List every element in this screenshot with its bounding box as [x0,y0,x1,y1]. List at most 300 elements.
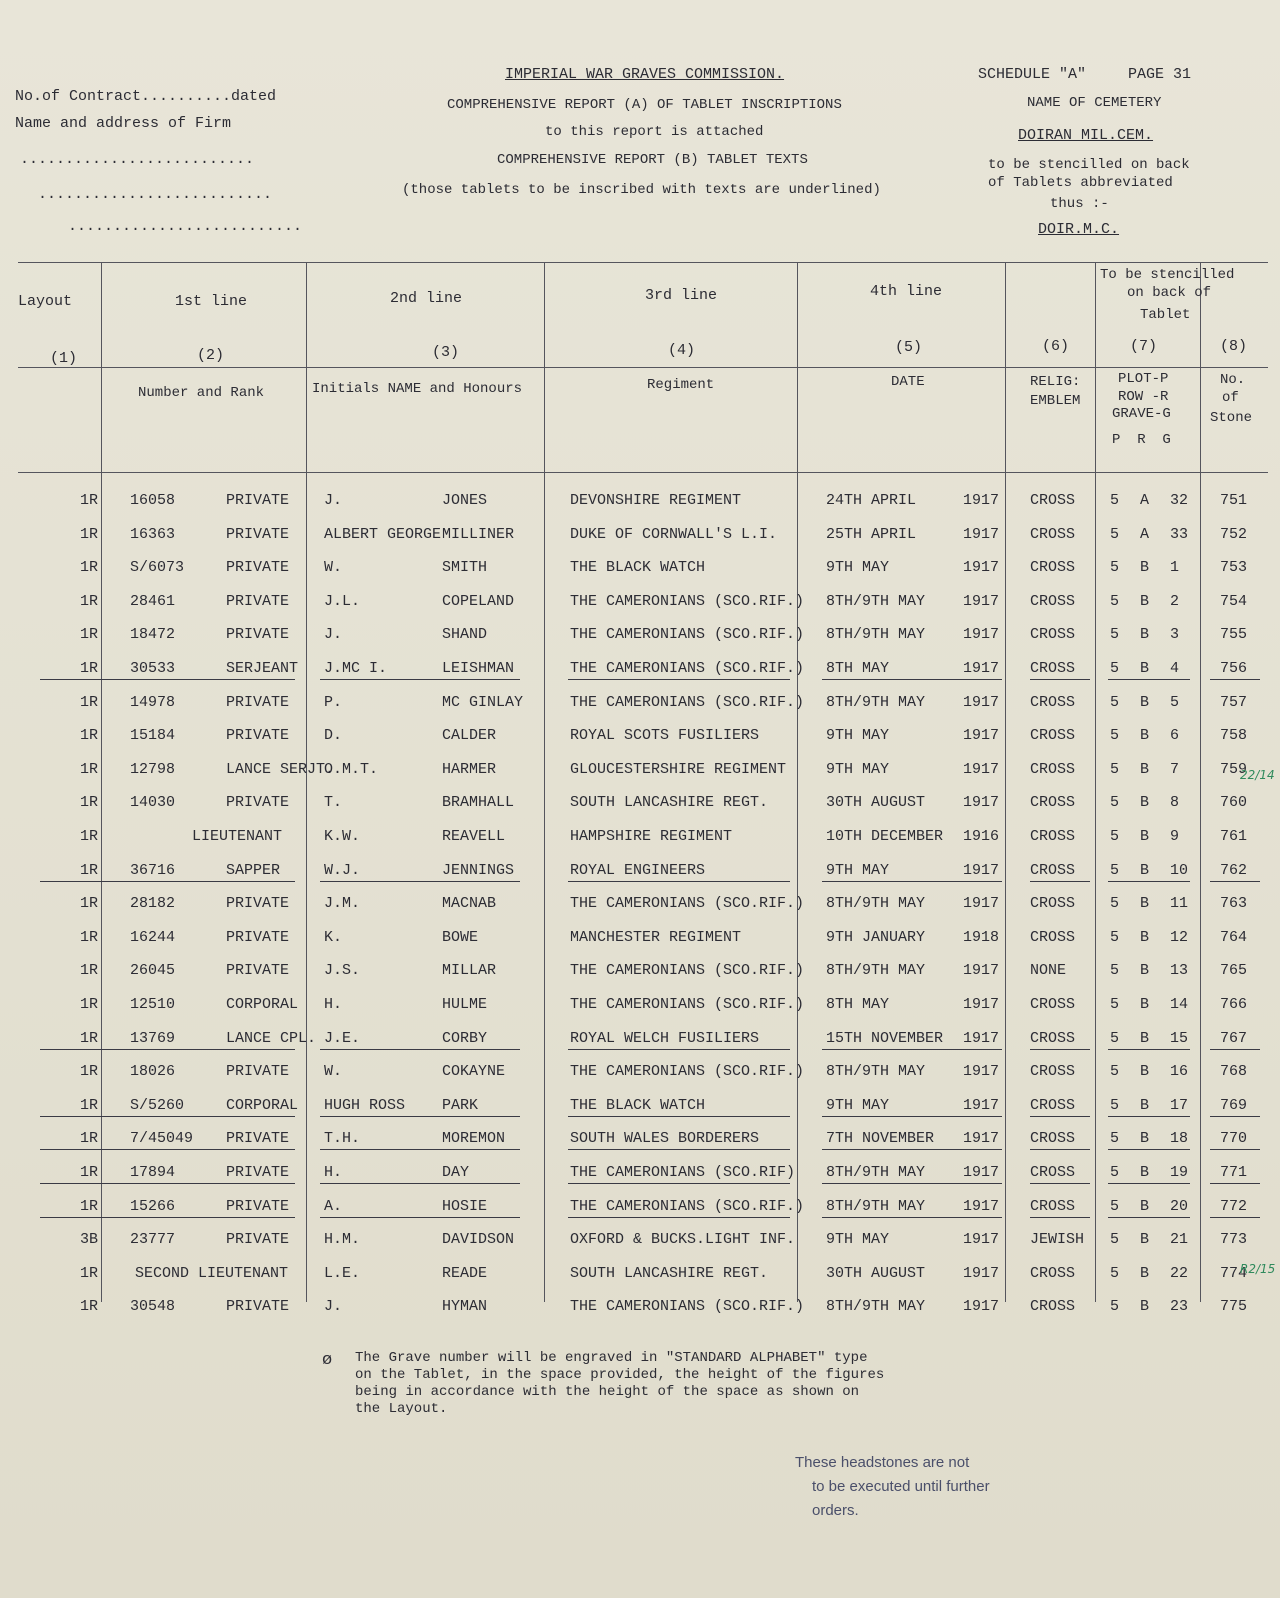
sub-header-of: of [1222,390,1239,406]
cell-rank: PRIVATE [226,1063,290,1080]
text-underline [1210,1183,1260,1184]
cell-rank: PRIVATE [226,626,290,643]
cell-grave: 33 [1170,526,1189,543]
footnote-line-3: being in accordance with the height of the space as shown on [355,1384,860,1400]
cell-row: B [1140,862,1150,879]
cell-name: LEISHMAN [442,660,515,677]
text-underline [568,1116,790,1117]
cell-layout: 1R [80,727,99,744]
cell-grave: 18 [1170,1130,1189,1147]
cell-initials: W. [324,559,343,576]
cell-stone: 752 [1220,526,1248,543]
commission-title: IMPERIAL WAR GRAVES COMMISSION. [505,66,785,83]
cell-row: B [1140,895,1150,912]
cell-row: B [1140,626,1150,643]
sub-header-initials-name: Initials NAME and Honours [312,381,523,397]
page-number: PAGE 31 [1128,66,1192,83]
cell-grave: 32 [1170,492,1189,509]
cell-rank: PRIVATE [226,929,290,946]
cell-regiment: THE CAMERONIANS (SCO.RIF.) [570,593,805,610]
cell-emblem: CROSS [1030,1063,1076,1080]
cell-rank: PRIVATE [226,492,290,509]
cell-name: COPELAND [442,593,515,610]
cell-stone: 771 [1220,1164,1248,1181]
cell-regiment: SOUTH LANCASHIRE REGT. [570,1265,769,1282]
cell-emblem: CROSS [1030,895,1076,912]
cell-stone: 761 [1220,828,1248,845]
cell-grave: 16 [1170,1063,1189,1080]
cell-year: 1917 [963,962,1000,979]
text-underline [568,1049,790,1050]
report-a-title: COMPREHENSIVE REPORT (A) OF TABLET INSCRIPTIONS [447,97,842,113]
cell-number: 12510 [130,996,176,1013]
cell-date: 8TH MAY [826,660,890,677]
text-underline [1030,1183,1090,1184]
cell-initials: H. [324,996,343,1013]
cell-grave: 17 [1170,1097,1189,1114]
sub-header-stone: Stone [1210,410,1253,426]
text-underline [822,679,1002,680]
cell-stone: 772 [1220,1198,1248,1215]
text-underline [40,1116,295,1117]
text-underline [1108,1049,1190,1050]
cell-regiment: THE BLACK WATCH [570,559,706,576]
cell-stone: 759 [1220,761,1248,778]
cell-row: B [1140,794,1150,811]
cell-name: MILLAR [442,962,497,979]
cell-regiment: THE CAMERONIANS (SCO.RIF.) [570,1063,805,1080]
cell-row: B [1140,1130,1150,1147]
text-underline [40,881,295,882]
cell-plot: 5 [1110,1097,1120,1114]
cell-emblem: CROSS [1030,862,1076,879]
col-number-6: (6) [1042,338,1070,355]
cell-date: 9TH MAY [826,1097,890,1114]
cell-year: 1917 [963,1097,1000,1114]
cell-initials: W. [324,1063,343,1080]
cell-regiment: HAMPSHIRE REGIMENT [570,828,733,845]
footnote-line-4: the Layout. [355,1401,448,1417]
cell-regiment: GLOUCESTERSHIRE REGIMENT [570,761,787,778]
cell-year: 1917 [963,794,1000,811]
text-underline [1030,679,1090,680]
cell-layout: 1R [80,1164,99,1181]
cell-layout: 1R [80,962,99,979]
cell-name: CORBY [442,1030,488,1047]
cell-stone: 764 [1220,929,1248,946]
cell-stone: 766 [1220,996,1248,1013]
cell-stone: 774 [1220,1265,1248,1282]
cell-layout: 1R [80,1198,99,1215]
col-number-5: (5) [895,339,923,356]
text-underline [1210,1217,1260,1218]
cell-initials: J.L. [324,593,361,610]
cell-name: READE [442,1265,488,1282]
cell-regiment: DEVONSHIRE REGIMENT [570,492,742,509]
col-number-8: (8) [1220,338,1248,355]
cell-stone: 767 [1220,1030,1248,1047]
col-number-4: (4) [668,342,696,359]
text-underline [40,1217,295,1218]
cell-emblem: CROSS [1030,727,1076,744]
cell-name: HULME [442,996,488,1013]
cell-rank: SERJEANT [226,660,299,677]
cell-initials: J. [324,1298,343,1315]
cell-stone: 760 [1220,794,1248,811]
cell-emblem: CROSS [1030,1164,1076,1181]
cell-date: 9TH MAY [826,1231,890,1248]
cell-year: 1917 [963,862,1000,879]
table-body-rule [18,472,1268,473]
cell-rank: PRIVATE [226,1231,290,1248]
cell-year: 1917 [963,1130,1000,1147]
text-underline [1108,1217,1190,1218]
attached-note: to this report is attached [545,124,764,140]
cell-layout: 1R [80,895,99,912]
cell-number: 16244 [130,929,176,946]
cell-initials: HUGH ROSS [324,1097,406,1114]
col-divider-6 [1095,262,1096,1302]
cell-rank: PRIVATE [226,1298,290,1315]
cell-grave: 21 [1170,1231,1189,1248]
cell-year: 1917 [963,626,1000,643]
firm-label: Name and address of Firm [15,115,232,132]
cell-name: CALDER [442,727,497,744]
cell-layout: 1R [80,1097,99,1114]
cell-plot: 5 [1110,1130,1120,1147]
annotation-775: R2/15 [1240,1262,1276,1276]
cell-layout: 1R [80,492,99,509]
report-b-title: COMPREHENSIVE REPORT (B) TABLET TEXTS [497,152,808,168]
footnote-line-2: on the Tablet, in the space provided, the height of the figures [355,1367,885,1383]
cell-row: B [1140,660,1150,677]
cell-row: B [1140,694,1150,711]
col-header-stencil-3: Tablet [1140,307,1191,323]
cell-name: BRAMHALL [442,794,515,811]
cell-grave: 15 [1170,1030,1189,1047]
cell-layout: 1R [80,996,99,1013]
text-underline [1210,881,1260,882]
cell-date: 8TH MAY [826,996,890,1013]
cell-stone: 751 [1220,492,1248,509]
cell-rank: PRIVATE [226,526,290,543]
cell-year: 1917 [963,492,1000,509]
text-underline [1210,1149,1260,1150]
stamp-line-3: orders. [812,1502,859,1519]
cell-name: MACNAB [442,895,497,912]
cell-row: B [1140,929,1150,946]
text-underline [1108,881,1190,882]
cell-plot: 5 [1110,929,1120,946]
cemetery-label: NAME OF CEMETERY [1027,95,1162,111]
cell-rank: PRIVATE [226,962,290,979]
cell-emblem: CROSS [1030,626,1076,643]
cell-emblem: CROSS [1030,794,1076,811]
cell-row: B [1140,593,1150,610]
cell-emblem: CROSS [1030,1097,1076,1114]
text-underline [320,1049,520,1050]
cell-regiment: THE BLACK WATCH [570,1097,706,1114]
cell-stone: 769 [1220,1097,1248,1114]
cell-layout: 1R [80,660,99,677]
cell-initials: T. [324,794,343,811]
stencil-note-2: of Tablets abbreviated [988,175,1173,191]
cell-year: 1917 [963,593,1000,610]
cell-initials: H.M. [324,1231,361,1248]
col-divider-4 [797,262,798,1302]
cell-name: JENNINGS [442,862,515,879]
sub-header-prg: P R G [1112,432,1171,448]
cell-plot: 5 [1110,1030,1120,1047]
cell-grave: 6 [1170,727,1180,744]
cell-year: 1917 [963,1030,1000,1047]
cell-layout: 1R [80,526,99,543]
cell-rank: PRIVATE [226,727,290,744]
cell-date: 8TH/9TH MAY [826,694,926,711]
cell-name: COKAYNE [442,1063,506,1080]
cell-year: 1917 [963,1265,1000,1282]
cell-number: 16058 [130,492,176,509]
cell-rank: SAPPER [226,862,281,879]
cell-initials: J.E. [324,1030,361,1047]
text-underline [1030,881,1090,882]
schedule-label: SCHEDULE "A" [978,66,1087,83]
cell-rank: PRIVATE [226,1164,290,1181]
cell-plot: 5 [1110,895,1120,912]
cell-grave: 11 [1170,895,1189,912]
cell-row: B [1140,1265,1150,1282]
cell-layout: 1R [80,593,99,610]
cell-initials: J.MC I. [324,660,388,677]
text-underline [1030,1217,1090,1218]
cell-year: 1917 [963,526,1000,543]
cell-stone: 768 [1220,1063,1248,1080]
cell-year: 1917 [963,727,1000,744]
cell-name: BOWE [442,929,479,946]
cell-grave: 14 [1170,996,1189,1013]
text-underline [568,1217,790,1218]
cell-plot: 5 [1110,761,1120,778]
cell-regiment: THE CAMERONIANS (SCO.RIF.) [570,660,805,677]
text-underline [320,1217,520,1218]
cell-emblem: CROSS [1030,1030,1076,1047]
cell-regiment: ROYAL SCOTS FUSILIERS [570,727,760,744]
cell-plot: 5 [1110,559,1120,576]
cell-layout: 1R [80,1063,99,1080]
stencil-note-1: to be stencilled on back [988,157,1190,173]
cell-regiment: THE CAMERONIANS (SCO.RIF.) [570,895,805,912]
text-underline [568,881,790,882]
cell-grave: 22 [1170,1265,1189,1282]
cell-layout: 1R [80,1030,99,1047]
cell-row: B [1140,1198,1150,1215]
cell-plot: 5 [1110,492,1120,509]
cell-regiment: THE CAMERONIANS (SCO.RIF.) [570,962,805,979]
table-column-header-rule [18,367,1268,368]
text-underline [1210,679,1260,680]
cell-number: 30548 [130,1298,176,1315]
annotation-760: 22/14 [1240,768,1275,782]
cell-number: 28461 [130,593,176,610]
cell-initials: D. [324,727,343,744]
cell-name: HARMER [442,761,497,778]
col-number-7: (7) [1130,338,1158,355]
cell-number: 26045 [130,962,176,979]
cell-number: 23777 [130,1231,176,1248]
cell-grave: 2 [1170,593,1180,610]
cell-row: B [1140,727,1150,744]
cell-date: 8TH/9TH MAY [826,1063,926,1080]
col-number-3: (3) [432,344,460,361]
cell-plot: 5 [1110,1164,1120,1181]
cell-rank: PRIVATE [226,559,290,576]
text-underline [1108,1183,1190,1184]
text-underline [1030,1049,1090,1050]
cell-stone: 773 [1220,1231,1248,1248]
stencil-thus: thus :- [1050,196,1109,212]
cell-row: B [1140,1164,1150,1181]
text-underline [1030,1116,1090,1117]
cell-name: SHAND [442,626,488,643]
cell-layout: 1R [80,1265,99,1282]
cell-regiment: ROYAL WELCH FUSILIERS [570,1030,760,1047]
cell-regiment: THE CAMERONIANS (SCO.RIF.) [570,1298,805,1315]
footnote-line-1: The Grave number will be engraved in "STANDARD ALPHABET" type [355,1350,868,1366]
cell-stone: 753 [1220,559,1248,576]
cell-layout: 1R [80,626,99,643]
cell-initials: H. [324,1164,343,1181]
cell-initials: K. [324,929,343,946]
cell-row: B [1140,962,1150,979]
cell-date: 30TH AUGUST [826,1265,926,1282]
stamp-line-1: These headstones are not [795,1454,970,1471]
cell-row: B [1140,1298,1150,1315]
cell-stone: 755 [1220,626,1248,643]
cell-emblem: CROSS [1030,996,1076,1013]
col-header-first: 1st line [175,293,248,310]
cell-grave: 7 [1170,761,1180,778]
cell-emblem: CROSS [1030,929,1076,946]
cell-rank: PRIVATE [226,593,290,610]
sub-header-relig: RELIG: [1030,374,1081,390]
cell-year: 1917 [963,1164,1000,1181]
text-underline [1108,679,1190,680]
cemetery-name: DOIRAN MIL.CEM. [1018,127,1154,144]
cell-layout: 1R [80,929,99,946]
cell-number: 14978 [130,694,176,711]
cell-emblem: CROSS [1030,559,1076,576]
text-underline [40,679,295,680]
sub-header-date: DATE [891,374,925,390]
cell-regiment: MANCHESTER REGIMENT [570,929,742,946]
cell-initials: O.M.T. [324,761,379,778]
text-underline [320,1183,520,1184]
cell-year: 1917 [963,694,1000,711]
table-top-rule [18,262,1268,263]
cell-grave: 5 [1170,694,1180,711]
cell-year: 1917 [963,1198,1000,1215]
text-underline [1108,1149,1190,1150]
cell-emblem: CROSS [1030,1198,1076,1215]
contract-label: No.of Contract..........dated [15,88,277,105]
cell-emblem: CROSS [1030,828,1076,845]
cell-stone: 765 [1220,962,1248,979]
cell-stone: 754 [1220,593,1248,610]
cell-rank: PRIVATE [226,694,290,711]
cell-row: B [1140,1097,1150,1114]
cell-initials: T.H. [324,1130,361,1147]
stamp-line-2: to be executed until further [812,1478,990,1495]
footnote-symbol: ø [322,1351,333,1370]
cell-plot: 5 [1110,794,1120,811]
text-underline [822,1116,1002,1117]
cell-plot: 5 [1110,962,1120,979]
cell-name: DAY [442,1164,470,1181]
cell-regiment: THE CAMERONIANS (SCO.RIF.) [570,626,805,643]
cell-stone: 756 [1220,660,1248,677]
cell-plot: 5 [1110,593,1120,610]
cell-name: SMITH [442,559,488,576]
cell-year: 1917 [963,660,1000,677]
cell-plot: 5 [1110,996,1120,1013]
cell-year: 1917 [963,559,1000,576]
cell-date: 8TH/9TH MAY [826,1164,926,1181]
cell-layout: 1R [80,1298,99,1315]
firm-dots-3: .......................... [68,218,303,235]
cell-date: 15TH NOVEMBER [826,1030,944,1047]
cell-plot: 5 [1110,1298,1120,1315]
cell-regiment: OXFORD & BUCKS.LIGHT INF. [570,1231,796,1248]
cell-rank: CORPORAL [226,1097,299,1114]
cell-layout: 1R [80,794,99,811]
cell-plot: 5 [1110,1198,1120,1215]
cell-year: 1917 [963,895,1000,912]
cell-emblem: CROSS [1030,1265,1076,1282]
cell-rank: LANCE CPL. [226,1030,317,1047]
cell-regiment: ROYAL ENGINEERS [570,862,706,879]
cell-plot: 5 [1110,727,1120,744]
cell-stone: 757 [1220,694,1248,711]
cell-date: 8TH/9TH MAY [826,626,926,643]
col-header-fourth: 4th line [870,283,943,300]
cell-plot: 5 [1110,660,1120,677]
cell-grave: 4 [1170,660,1180,677]
col-header-third: 3rd line [645,287,718,304]
cell-grave: 20 [1170,1198,1189,1215]
cell-rank: PRIVATE [226,794,290,811]
text-underline [568,1149,790,1150]
cell-regiment: SOUTH WALES BORDERERS [570,1130,760,1147]
cell-year: 1917 [963,1298,1000,1315]
col-number-2: (2) [197,347,225,364]
cell-row: B [1140,761,1150,778]
sub-header-regiment: Regiment [647,377,715,393]
cell-number: 28182 [130,895,176,912]
col-divider-2 [306,262,307,1302]
cell-date: 8TH/9TH MAY [826,962,926,979]
text-underline [1210,1049,1260,1050]
cell-year: 1917 [963,1063,1000,1080]
cell-layout: 1R [80,559,99,576]
cell-emblem: CROSS [1030,526,1076,543]
text-underline [1030,1149,1090,1150]
cell-grave: 13 [1170,962,1189,979]
cell-date: 25TH APRIL [826,526,917,543]
cell-year: 1916 [963,828,1000,845]
cell-grave: 8 [1170,794,1180,811]
underline-note: (those tablets to be inscribed with texts are underlined) [402,182,881,198]
cell-year: 1917 [963,996,1000,1013]
